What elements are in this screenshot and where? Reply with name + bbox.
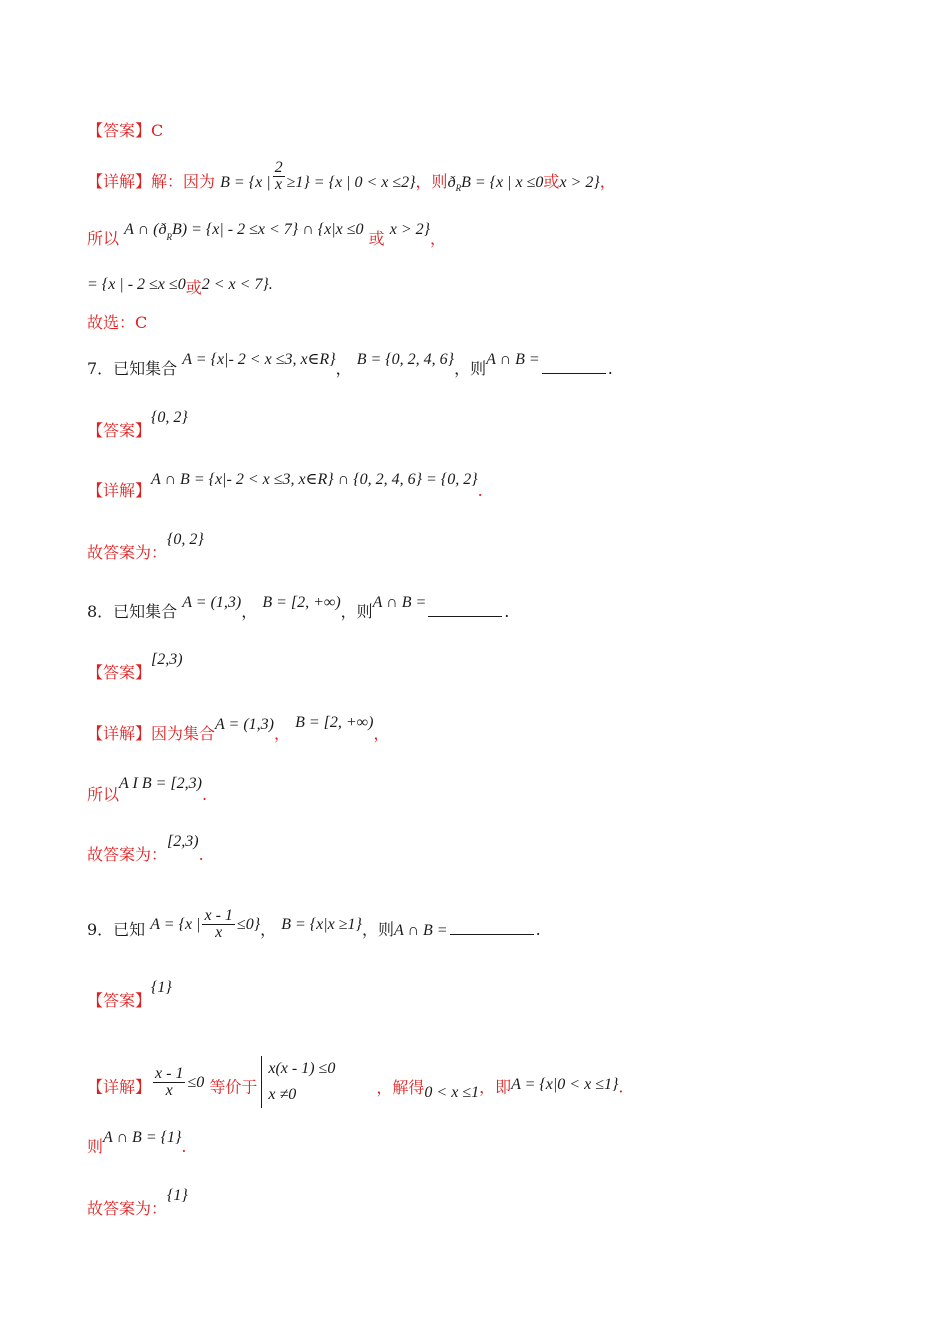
q6-conclusion: 故选：C <box>87 313 148 332</box>
q8-stem-prefix: 8．已知集合 <box>87 602 178 621</box>
answer-label: 【答案】 <box>87 991 152 1010</box>
q9-then: ，则 <box>361 920 394 939</box>
answer-blank <box>542 373 606 374</box>
math-b-rest: ≥1} = {x | 0 < x ≤2} <box>286 174 416 191</box>
system-line-2: x ≠0 <box>268 1086 297 1103</box>
fraction-num: 2 <box>274 159 283 176</box>
math-line2c: x > 2} <box>389 221 431 238</box>
fraction-den: x <box>165 1081 173 1099</box>
ie-text: ，即 <box>479 1077 512 1097</box>
conclusion-math: [2,3) <box>167 833 199 850</box>
q9-stem-prefix: 9．已知 <box>87 920 146 939</box>
q7-math-q: A ∩ B = <box>486 351 540 368</box>
conclusion-text: 故答案为： <box>87 845 168 864</box>
math-complement-rest: B = {x | x ≤0 <box>461 174 544 191</box>
q8-so-line: 所以A I B = [2,3). <box>87 775 208 804</box>
q8-answer-line <box>87 651 183 683</box>
solve-text: ，解得 <box>376 1077 425 1097</box>
answer-blank <box>450 934 534 935</box>
math-line2-sub: R <box>166 232 172 243</box>
q8-math-b: B = [2, +∞) <box>262 594 341 611</box>
fraction-num: x - 1 <box>204 907 233 924</box>
math-fraction <box>273 160 285 193</box>
q7-math-b: B = {0, 2, 4, 6} <box>356 351 455 368</box>
answer-value: C <box>151 121 164 140</box>
comma-text-2: ， <box>430 229 447 248</box>
inequality-system <box>261 1056 335 1108</box>
conclusion-math: {1} <box>167 1187 188 1204</box>
q7-math-a: A = {x|- 2 < x ≤3, x∈R} <box>182 351 336 368</box>
detail-le: ≤0 <box>187 1073 205 1091</box>
or-text-2: 或 <box>368 229 385 248</box>
detail-text: 解：因为 <box>151 172 216 191</box>
answer-math: {0, 2} <box>151 409 188 426</box>
math-line3a: = {x | - 2 ≤x ≤0 <box>87 276 186 293</box>
q7-conclusion-line <box>87 531 204 563</box>
q9-then-line: 则A ∩ B = {1}. <box>87 1129 187 1156</box>
q7-answer-line <box>87 409 188 441</box>
q7-then: ，则 <box>454 359 487 378</box>
fraction-num: x - 1 <box>155 1064 184 1082</box>
then-math: A ∩ B = {1} <box>103 1129 182 1146</box>
q8-math-q: A ∩ B = <box>372 594 427 611</box>
math-line3b: 2 < x < 7}. <box>201 276 273 293</box>
q9-fraction <box>202 908 234 941</box>
answer-blank <box>428 616 502 617</box>
q9-detail-line: 【详解】 $\frac{x - 1}{x}$ ≤0 等价于 x(x - 1) ≤0 x ≠0 ，解得0 < x ≤1，即A = {x|0 < x ≤1}. <box>87 1062 623 1114</box>
math-complement: ð <box>447 174 456 191</box>
q9-math-b: B = {x|x ≥1} <box>281 916 362 933</box>
answer-math: {1} <box>151 979 172 996</box>
detail-fraction <box>153 1066 185 1099</box>
answer-math: [2,3) <box>151 651 183 668</box>
answer-label: 【答案】 <box>87 421 152 440</box>
math-complement-end: x > 2} <box>559 174 600 191</box>
answer-label: 【答案】 <box>87 121 152 140</box>
so-math: A I B = [2,3) <box>119 775 202 792</box>
q8-detail-line: 【详解】因为集合A = (1,3)， B = [2, +∞)， <box>87 714 390 743</box>
q9-math-q: A ∩ B = <box>393 922 448 939</box>
math-complement-sub: R <box>455 183 462 194</box>
q7-stem-prefix: 7．已知集合 <box>87 359 178 378</box>
q6-answer-line <box>87 118 163 141</box>
detail-math: A ∩ B = {x|- 2 < x ≤3, x∈R} ∩ {0, 2, 4, 6} = {0, 2} <box>151 471 478 488</box>
or-text-3: 或 <box>185 278 202 297</box>
answer-label: 【答案】 <box>87 663 152 682</box>
q6-result-line <box>87 271 273 297</box>
fraction-den: x <box>215 924 223 941</box>
comma-text: ， <box>599 172 616 191</box>
q9-conclusion-line <box>87 1187 188 1219</box>
solve-math: 0 < x ≤1 <box>424 1083 480 1101</box>
so-text: 所以 <box>87 229 120 248</box>
q8-conclusion-line: 故答案为：[2,3). <box>87 833 204 864</box>
detail-label: 【详解】 <box>87 481 152 500</box>
q7-detail-line: 【详解】A ∩ B = {x|- 2 < x ≤3, x∈R} ∩ {0, 2, 4, 6} = {0, 2}. <box>87 471 483 500</box>
q6-detail-line <box>87 159 616 199</box>
detail-math-a: A = (1,3) <box>215 716 274 733</box>
q9-stem: 9．已知 A = {x | $\frac{x - 1}{x}$ ≤0}， B = {x|x ≥1}，则A ∩ B = . <box>87 907 541 941</box>
then-text: ，则 <box>415 172 448 191</box>
q9-answer-line <box>87 979 172 1011</box>
then-word: 则 <box>87 1137 104 1156</box>
so-text: 所以 <box>87 785 120 804</box>
q7-stem: 7．已知集合 A = {x|- 2 < x ≤3, x∈R}， B = {0, 2, 4, 6}，则A ∩ B = . <box>87 351 613 378</box>
detail-label: 【详解】 <box>87 1077 152 1097</box>
math-b-def: B = {x | <box>220 174 271 191</box>
q8-math-a: A = (1,3) <box>182 594 242 611</box>
conclusion-text: 故答案为： <box>87 1199 168 1218</box>
system-line-1: x(x - 1) ≤0 <box>268 1060 336 1077</box>
conclusion-math: {0, 2} <box>167 531 204 548</box>
detail-label: 【详解】 <box>87 724 152 743</box>
detail-math-b: B = [2, +∞) <box>295 714 374 731</box>
fraction-den: x <box>275 176 283 193</box>
math-line2a: A ∩ (ð <box>124 221 167 238</box>
q6-so-line <box>87 221 447 250</box>
detail-text: 因为集合 <box>151 724 216 743</box>
detail-label: 【详解】 <box>87 172 152 191</box>
q9-math-a-post: ≤0} <box>236 916 261 933</box>
q8-then: ，则 <box>340 602 373 621</box>
math-line2b: B) = {x| - 2 ≤x < 7} ∩ {x|x ≤0 <box>171 221 364 238</box>
or-text: 或 <box>543 172 560 191</box>
ie-math: A = {x|0 < x ≤1} <box>511 1075 619 1093</box>
conclusion-text: 故答案为： <box>87 543 168 562</box>
q8-stem: 8．已知集合 A = (1,3)， B = [2, +∞)，则A ∩ B = . <box>87 594 510 621</box>
equiv-text: 等价于 <box>209 1077 258 1097</box>
q9-math-a-pre: A = {x | <box>150 916 201 933</box>
